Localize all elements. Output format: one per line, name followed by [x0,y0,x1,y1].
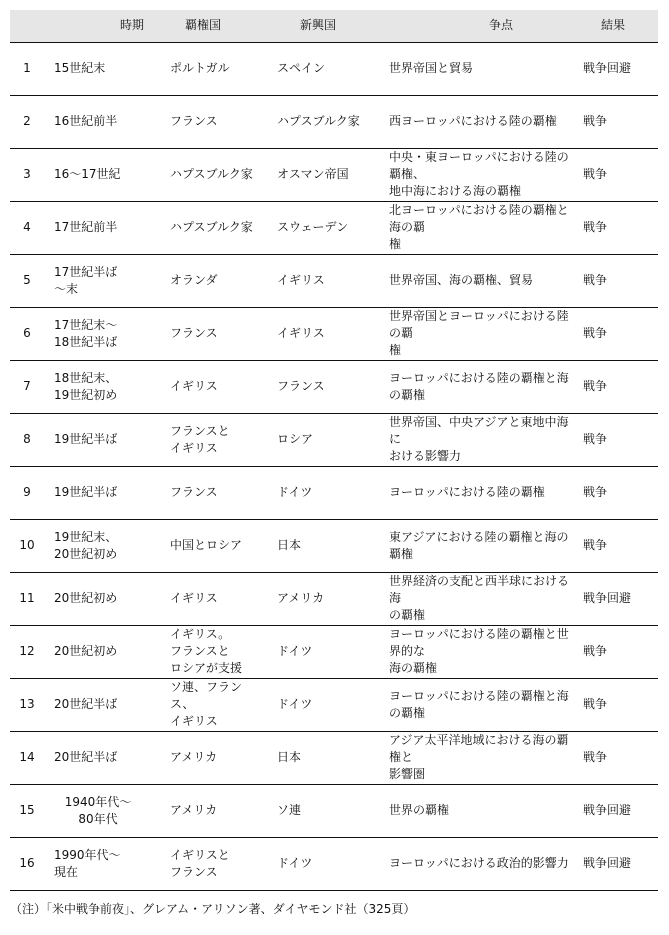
period-cell: 1990年代～ 現在 [54,847,121,879]
table-row [10,201,658,254]
rising-power-cell: ドイツ [277,856,313,870]
hegemon-cell: アメリカ [170,803,218,817]
rising-power-cell: ハプスブルク家 [277,114,360,128]
rising-power-cell: スウェーデン [277,220,349,234]
hegemon-cell: ソ連、フランス、 イギリス [170,680,243,728]
rising-power-cell: フランス [277,379,325,393]
period-cell: 20世紀初め [54,591,118,605]
result-cell: 戦争 [583,750,608,764]
table-row [10,466,658,519]
rising-power-cell: 日本 [277,538,302,552]
issue-cell: アジア太平洋地域における海の覇権と 影響圏 [389,733,569,781]
table-header-row [10,10,658,42]
header-number [10,10,44,42]
result-cell: 戦争 [583,538,608,552]
issue-cell: 中央・東ヨーロッパにおける陸の覇権、 地中海における海の覇権 [389,150,569,198]
hegemon-cell: アメリカ [170,750,218,764]
issue-cell: 世界帝国、海の覇権、貿易 [389,273,534,287]
issue-cell: 世界帝国とヨーロッパにおける陸の覇 権 [389,309,569,357]
result-cell: 戦争 [583,273,608,287]
table-body [10,42,658,890]
period-cell: 18世紀末、 19世紀初め [54,370,118,402]
period-cell: 16世紀前半 [54,114,118,128]
issue-cell: 世界の覇権 [389,803,450,817]
result-cell: 戦争回避 [583,61,632,75]
header-result: 結果 [581,10,658,42]
issue-cell: 東アジアにおける陸の覇権と海の覇権 [389,529,569,561]
row-number: 13 [19,697,35,711]
hegemon-cell: ハプスブルク家 [170,220,253,234]
result-cell: 戦争 [583,697,608,711]
hegemon-cell: イギリス [170,591,218,605]
result-cell: 戦争 [583,485,608,499]
row-number: 12 [19,644,35,658]
hegemon-cell: イギリス [170,379,218,393]
hegemon-cell: 中国とロシア [170,538,243,552]
period-cell: 20世紀半ば [54,697,118,711]
issue-cell: ヨーロッパにおける政治的影響力 [389,856,569,870]
period-cell: 20世紀半ば [54,750,118,764]
issue-cell: 北ヨーロッパにおける陸の覇権と海の覇 権 [389,203,569,251]
table-row [10,254,658,307]
row-number: 1 [23,61,31,75]
table-row [10,307,658,360]
result-cell: 戦争 [583,167,608,181]
period-cell: 1940年代～ 80年代 [64,794,132,826]
row-number: 5 [23,273,31,287]
row-number: 15 [19,803,35,817]
rising-power-cell: ドイツ [277,644,313,658]
result-cell: 戦争 [583,326,608,340]
hegemon-cell: ポルトガル [170,61,230,75]
row-number: 3 [23,167,31,181]
result-cell: 戦争 [583,379,608,393]
row-number: 11 [19,591,35,605]
rising-power-cell: ドイツ [277,697,313,711]
hegemon-rising-power-table [10,10,658,891]
table-row [10,625,658,678]
period-cell: 17世紀半ば ～末 [54,264,118,296]
table-row [10,731,658,784]
issue-cell: 世界帝国、中央アジアと東地中海に おける影響力 [389,415,569,463]
period-cell: 19世紀末、 20世紀初め [54,529,118,561]
issue-cell: ヨーロッパにおける陸の覇権と世界的な 海の覇権 [389,627,569,675]
rising-power-cell: 日本 [277,750,302,764]
issue-cell: 西ヨーロッパにおける陸の覇権 [389,114,557,128]
hegemon-cell: ハプスブルク家 [170,167,253,181]
header-hegemon: 覇権国 [152,10,265,42]
row-number: 8 [23,432,31,446]
period-cell: 19世紀半ば [54,485,118,499]
result-cell: 戦争 [583,114,608,128]
row-number: 16 [19,856,35,870]
row-number: 2 [23,114,31,128]
row-number: 14 [19,750,35,764]
source-note: （注）「米中戦争前夜」、グレアム・アリソン著、ダイヤモンド社（325頁） [10,902,416,916]
rising-power-cell: ロシア [277,432,314,446]
rising-power-cell: ソ連 [277,803,302,817]
result-cell: 戦争 [583,644,608,658]
rising-power-cell: ドイツ [277,485,313,499]
table-row [10,95,658,148]
table-row [10,360,658,413]
table-row [10,519,658,572]
hegemon-cell: オランダ [170,273,218,287]
hegemon-cell: イギリスと フランス [170,847,230,879]
result-cell: 戦争回避 [583,803,632,817]
period-cell: 17世紀末～ 18世紀半ば [54,317,118,349]
result-cell: 戦争 [583,220,608,234]
hegemon-cell: フランス [170,114,218,128]
rising-power-cell: イギリス [277,273,325,287]
issue-cell: 世界経済の支配と西半球における海 の覇権 [389,574,570,622]
rising-power-cell: オスマン帝国 [277,167,349,181]
table-row [10,784,658,837]
hegemon-cell: フランスと イギリス [170,423,230,455]
header-rising-power: 新興国 [265,10,377,42]
table-row [10,572,658,625]
period-cell: 19世紀半ば [54,432,118,446]
table-row [10,42,658,95]
rising-power-cell: スペイン [277,61,326,75]
table-row [10,678,658,731]
row-number: 7 [23,379,31,393]
issue-cell: 世界帝国と貿易 [389,61,474,75]
hegemon-cell: フランス [170,326,218,340]
period-cell: 20世紀初め [54,644,118,658]
row-number: 9 [23,485,31,499]
issue-cell: ヨーロッパにおける陸の覇権と海の覇権 [389,688,569,720]
row-number: 4 [23,220,31,234]
hegemon-cell: フランス [170,485,218,499]
period-cell: 17世紀前半 [54,220,118,234]
result-cell: 戦争 [583,432,608,446]
hegemon-cell: イギリス。 フランスと ロシアが支援 [170,627,243,675]
rising-power-cell: イギリス [277,326,325,340]
header-period: 時期 [44,10,152,42]
rising-power-cell: アメリカ [277,591,325,605]
issue-cell: ヨーロッパにおける陸の覇権と海の覇権 [389,370,569,402]
result-cell: 戦争回避 [583,591,632,605]
issue-cell: ヨーロッパにおける陸の覇権 [389,485,545,499]
period-cell: 16～17世紀 [54,167,121,181]
period-cell: 15世紀末 [54,61,106,75]
row-number: 10 [19,538,35,552]
result-cell: 戦争回避 [583,856,632,870]
comparison-table-container [10,10,658,891]
row-number: 6 [23,326,31,340]
header-issue: 争点 [377,10,581,42]
table-row [10,148,658,201]
table-row [10,837,658,890]
table-row [10,413,658,466]
